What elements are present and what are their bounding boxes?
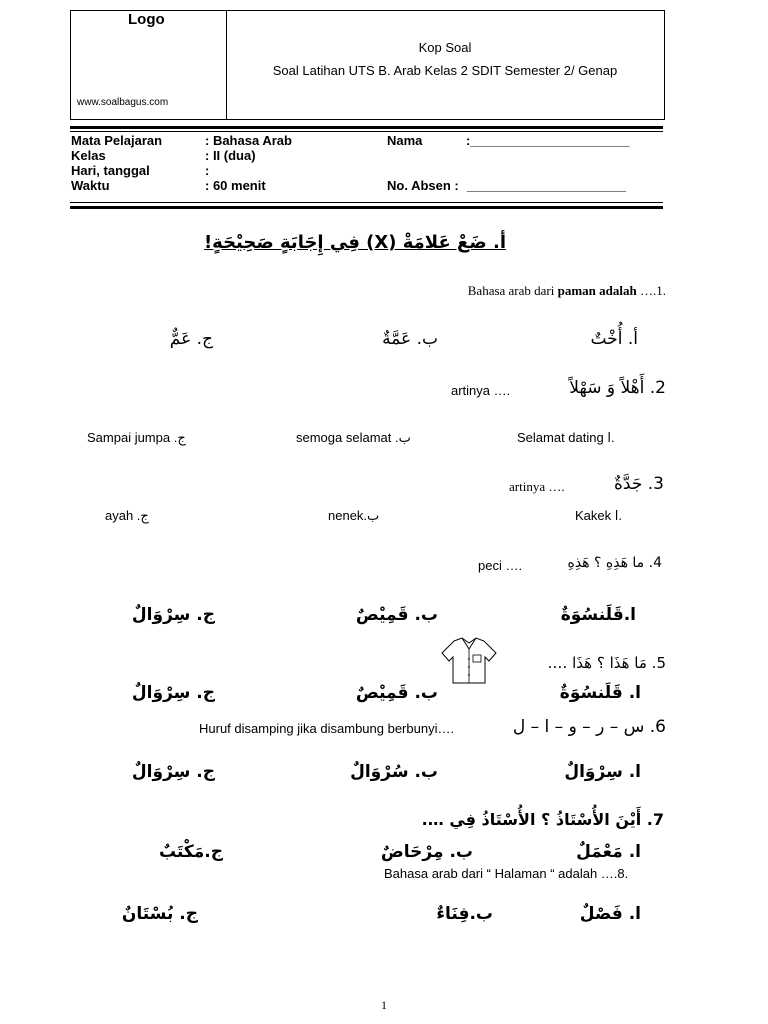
question-2-arabic: 2. أَهْلاً وَ سَهْلاً: [569, 378, 666, 398]
kelas-value: : II (dua): [205, 148, 256, 163]
q3-option-b[interactable]: nenek.ب: [328, 508, 380, 523]
q6-option-a[interactable]: ا. سِرْوَالٌ: [564, 762, 641, 782]
question-1-bold: paman adalah: [557, 283, 637, 298]
question-7-arabic: 7. أَيْنَ الأُسْتَاذُ ؟ الأُسْتَاذُ فِي ….: [421, 810, 664, 829]
q5-option-a[interactable]: ا. قَلَنسُوَةٌ: [559, 683, 641, 703]
q6-option-b[interactable]: ب. سُرْوَالٌ: [350, 762, 438, 782]
shirt-icon: [440, 635, 498, 685]
q7-option-a[interactable]: ا. مَعْمَلٌ: [576, 842, 641, 862]
q6-option-c[interactable]: ج. سِرْوَالٌ: [131, 762, 215, 782]
q2-option-a[interactable]: Selamat dating ا.: [517, 430, 615, 445]
question-1-prefix: Bahasa arab dari: [467, 283, 558, 298]
question-5-arabic: 5. مَا هَذَا ؟ هَذَا ….: [547, 654, 666, 672]
q3-option-c[interactable]: ayah .ج: [105, 508, 149, 523]
waktu-value: : 60 menit: [205, 178, 266, 193]
question-6-latin: Huruf disamping jika disambung berbunyi….: [199, 721, 455, 736]
kop-subtitle: Soal Latihan UTS B. Arab Kelas 2 SDIT Semester 2/ Genap: [272, 63, 618, 78]
question-4-arabic: 4. ما هَذِهِ ؟ هَذِهِ: [567, 555, 662, 571]
question-8: Bahasa arab dari “ Halaman “ adalah ….8.: [384, 866, 629, 881]
website-url: www.soalbagus.com: [77, 97, 169, 108]
question-3-latin: artinya ….: [509, 479, 565, 494]
q2-option-b[interactable]: semoga selamat .ب: [296, 430, 411, 445]
absen-field[interactable]: ______________________: [467, 178, 627, 193]
q8-option-c[interactable]: ج. بُسْتَانٌ: [121, 904, 198, 924]
question-4-latin: peci ….: [478, 558, 523, 573]
q7-option-c[interactable]: ج.مَكْتَبٌ: [158, 842, 223, 862]
kop-title: Kop Soal: [418, 40, 472, 55]
nama-field[interactable]: :______________________: [466, 133, 630, 148]
kelas-label: Kelas: [71, 148, 106, 163]
q5-option-b[interactable]: ب. قَمِيْصٌ: [355, 683, 438, 703]
q2-option-c[interactable]: Sampai jumpa .ج: [87, 430, 186, 445]
q3-option-a[interactable]: Kakek ا.: [575, 508, 622, 523]
question-1-suffix: ….1.: [636, 283, 666, 298]
question-2-latin: artinya ….: [451, 383, 511, 398]
question-6-arabic: 6. س – ر – و – ا – ل: [512, 717, 666, 737]
q7-option-b[interactable]: ب. مِرْحَاضٌ: [380, 842, 473, 862]
q1-option-b[interactable]: ب. عَمَّةٌ: [382, 329, 438, 349]
q8-option-b[interactable]: ب.فِنَاءٌ: [436, 904, 493, 924]
q8-option-a[interactable]: ا. فَصْلٌ: [579, 904, 641, 924]
logo-placeholder: Logo: [128, 11, 165, 28]
hari-label: Hari, tanggal: [71, 163, 150, 178]
question-1: [468, 283, 666, 299]
q4-option-a[interactable]: ا.قَلَنسُوَةٌ: [560, 605, 636, 625]
question-3-arabic: 3. جَدَّةٌ: [614, 474, 664, 494]
rule-top-thin: [70, 131, 663, 132]
q4-option-c[interactable]: ج. سِرْوَالٌ: [131, 605, 215, 625]
header-box: [70, 10, 665, 120]
nama-label: Nama: [387, 133, 423, 148]
rule-bottom-thick: [70, 206, 663, 209]
mapel-value: : Bahasa Arab: [205, 133, 292, 148]
q5-option-c[interactable]: ج. سِرْوَالٌ: [131, 683, 215, 703]
absen-label: No. Absen :: [387, 178, 459, 193]
rule-bottom-thin: [70, 202, 663, 203]
mapel-label: Mata Pelajaran: [71, 133, 163, 148]
q4-option-b[interactable]: ب. قَمِيْصٌ: [355, 605, 438, 625]
q1-option-a[interactable]: أ. أُخْتٌ: [590, 329, 638, 349]
hari-value: :: [205, 163, 210, 178]
instruction: أ. ضَعْ عَلامَةْ (X) فِي إِجَابَةٍ صَحِيْحَةٍ!: [203, 232, 506, 253]
q1-option-c[interactable]: ج. عَمٌّ: [169, 329, 213, 349]
page-number: 1: [381, 998, 387, 1012]
rule-top-thick: [70, 126, 663, 129]
waktu-label: Waktu: [71, 178, 110, 193]
